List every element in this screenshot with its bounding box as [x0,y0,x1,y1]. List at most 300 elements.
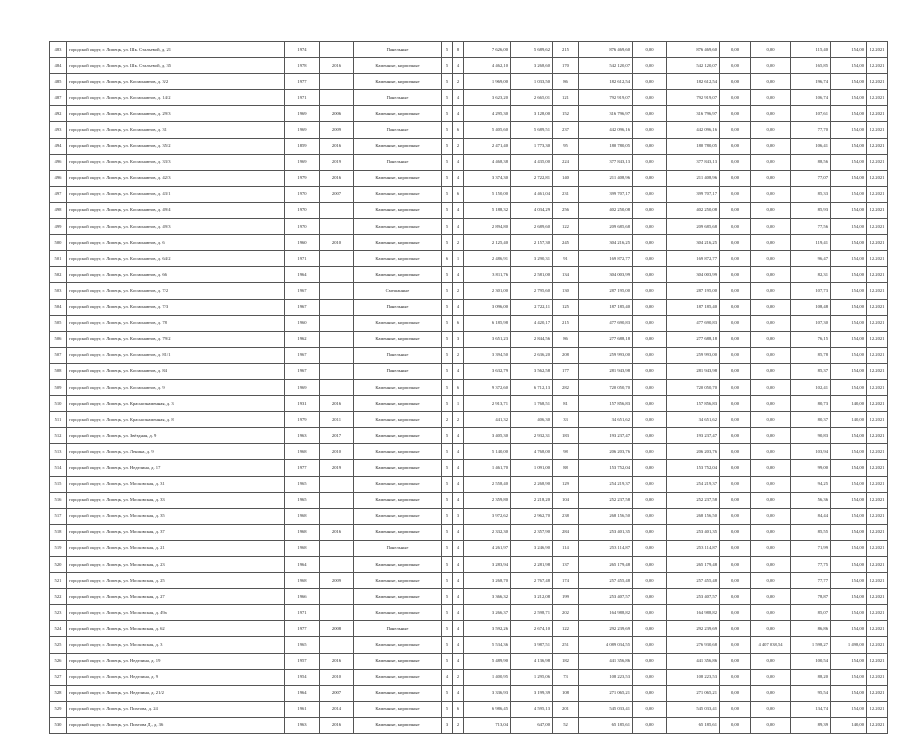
cell-owner-funds: 252 237,58 [667,492,720,508]
cell-owner-funds: 720 050,70 [667,379,720,395]
cell-total-area: 2 913,71 [464,396,511,412]
cell-cost-per-sqm: 77,77 [791,573,831,589]
cell-renovation-year [320,90,354,106]
cell-completion-date: 12.2021 [867,202,888,218]
cell-living-area: 406,30 [511,412,553,428]
register-rows [50,42,888,734]
cell-residents: 33 [553,412,579,428]
cell-address: городской округ, г. Липецк, ул. Космонавтов, д. 42/3 [67,170,285,186]
cell-total-area: 3 268,70 [464,573,511,589]
cell-limit-cost: 154,00 [831,170,867,186]
cell-total-area: 3 405,30 [464,428,511,444]
cell-fund-share-regional: 0,00 [633,283,667,299]
cell-build-year: 1974 [285,42,320,58]
cell-renovation-year [320,299,354,315]
table-row [50,251,888,267]
cell-fund-share-regional: 0,00 [633,508,667,524]
cell-fund-share-local: 0,00 [720,492,751,508]
cell-total-cost: 65 185,61 [579,717,633,733]
cell-completion-date: 12.2021 [867,701,888,717]
cell-floors: 5 [442,283,453,299]
cell-build-year: 1971 [285,251,320,267]
cell-limit-cost: 140,00 [831,717,867,733]
cell-completion-date: 12.2021 [867,444,888,460]
cell-renovation-year [320,637,354,653]
cell-floors: 5 [442,138,453,154]
cell-total-area: 3 592,26 [464,621,511,637]
cell-cost-per-sqm: 85,55 [791,524,831,540]
cell-fund-share-local: 0,00 [720,138,751,154]
cell-address: городской округ, г. Липецк, ул. Краснознаменная, д. 3 [67,396,285,412]
cell-renovation-year: 2019 [320,154,354,170]
cell-wall-material: Панельные [354,363,442,379]
cell-floors: 5 [442,58,453,74]
cell-entrances: 6 [453,379,464,395]
cell-owner-funds: 211 408,96 [667,170,720,186]
cell-wall-material: Каменные, кирпичные [354,669,442,685]
cell-wall-material: Каменные, кирпичные [354,524,442,540]
cell-entrances: 4 [453,476,464,492]
cell-fund-share-local: 0,00 [720,621,751,637]
cell-row-number: 484 [50,58,67,74]
cell-limit-cost: 154,00 [831,251,867,267]
cell-completion-date: 12.2021 [867,315,888,331]
cell-living-area: 2 665,01 [511,90,553,106]
cell-renovation-year [320,605,354,621]
cell-fund-share-local: 0,00 [720,379,751,395]
cell-total-area: 4 462,10 [464,58,511,74]
cell-wall-material: Каменные, кирпичные [354,428,442,444]
cell-completion-date: 12.2021 [867,557,888,573]
cell-cost-per-sqm: 77,07 [791,170,831,186]
cell-fund-share-local: 0,00 [720,331,751,347]
cell-wall-material: Каменные, кирпичные [354,138,442,154]
cell-residents: 125 [553,299,579,315]
cell-address: городской округ, г. Липецк, ул. Московская, д. 21 [67,540,285,556]
cell-wall-material: Панельные [354,154,442,170]
cell-wall-material: Панельные [354,90,442,106]
table-row [50,573,888,589]
cell-build-year: 1977 [285,460,320,476]
cell-wall-material: Каменные, кирпичные [354,460,442,476]
cell-wall-material: Каменные, кирпичные [354,331,442,347]
cell-other-funds: 0,00 [751,540,791,556]
cell-row-number: 487 [50,90,67,106]
cell-address: городской округ, г. Липецк, ул. Космонавтов, д. 78 [67,315,285,331]
cell-owner-funds: 108 223,53 [667,669,720,685]
cell-fund-share-local: 0,00 [720,460,751,476]
cell-other-funds: 0,00 [751,653,791,669]
cell-fund-share-regional: 0,00 [633,299,667,315]
cell-cost-per-sqm: 90,83 [791,428,831,444]
cell-wall-material: Панельные [354,347,442,363]
cell-living-area: 2 932,31 [511,428,553,444]
cell-fund-share-regional: 0,00 [633,331,667,347]
cell-residents: 284 [553,524,579,540]
cell-fund-share-regional: 0,00 [633,186,667,202]
cell-entrances: 2 [453,412,464,428]
cell-build-year: 1954 [285,669,320,685]
cell-fund-share-regional: 0,00 [633,540,667,556]
cell-completion-date: 12.2021 [867,396,888,412]
cell-build-year: 1977 [285,621,320,637]
cell-build-year: 1961 [285,701,320,717]
cell-living-area: 4 768,00 [511,444,553,460]
table-row [50,235,888,251]
cell-limit-cost: 154,00 [831,186,867,202]
cell-total-area: 2 301,00 [464,283,511,299]
cell-address: городской округ, г. Липецк, ул. Неделина, д. 17 [67,460,285,476]
cell-total-area: 713,04 [464,717,511,733]
cell-owner-funds: 304 003,99 [667,267,720,283]
cell-total-cost: 157 856,83 [579,396,633,412]
cell-total-cost: 209 685,68 [579,219,633,235]
cell-wall-material: Каменные, кирпичные [354,379,442,395]
cell-limit-cost: 140,00 [831,396,867,412]
cell-other-funds: 0,00 [751,605,791,621]
cell-fund-share-regional: 0,00 [633,701,667,717]
cell-floors: 5 [442,267,453,283]
cell-fund-share-local: 0,00 [720,669,751,685]
cell-other-funds: 0,00 [751,589,791,605]
cell-build-year: 1979 [285,412,320,428]
cell-floors: 5 [442,460,453,476]
cell-floors: 5 [442,42,453,58]
table-row [50,717,888,733]
cell-floors: 5 [442,299,453,315]
cell-fund-share-regional: 0,00 [633,267,667,283]
cell-completion-date: 12.2021 [867,492,888,508]
cell-living-area: 2 722,11 [511,299,553,315]
cell-entrances: 6 [453,701,464,717]
table-row [50,363,888,379]
cell-limit-cost: 154,00 [831,202,867,218]
cell-limit-cost: 154,00 [831,653,867,669]
cell-build-year: 1969 [285,379,320,395]
table-row [50,331,888,347]
table-row [50,106,888,122]
cell-row-number: 509 [50,379,67,395]
cell-total-area: 3 972,62 [464,508,511,524]
cell-floors: 5 [442,589,453,605]
cell-renovation-year [320,589,354,605]
cell-total-area: 3 632,79 [464,363,511,379]
cell-total-cost: 316 796,97 [579,106,633,122]
cell-limit-cost: 154,00 [831,235,867,251]
cell-wall-material: Каменные, кирпичные [354,444,442,460]
cell-entrances: 4 [453,589,464,605]
cell-owner-funds: 254 219,37 [667,476,720,492]
cell-other-funds: 0,00 [751,557,791,573]
cell-owner-funds: 253 401,35 [667,524,720,540]
cell-living-area: 1 091,00 [511,460,553,476]
cell-other-funds: 0,00 [751,412,791,428]
cell-completion-date: 12.2021 [867,331,888,347]
document-sheet [49,41,887,734]
cell-other-funds: 0,00 [751,444,791,460]
table-row [50,524,888,540]
cell-renovation-year [320,315,354,331]
cell-build-year: 1968 [285,573,320,589]
cell-total-cost: 271 065,21 [579,685,633,701]
cell-limit-cost: 154,00 [831,42,867,58]
cell-total-cost: 720 050,70 [579,379,633,395]
cell-address: городской округ, г. Липецк, ул. Московская, д. 31 [67,476,285,492]
cell-living-area: 4 435,00 [511,154,553,170]
cell-living-area: 3 268,60 [511,58,553,74]
cell-entrances: 2 [453,347,464,363]
cell-completion-date: 12.2021 [867,685,888,701]
cell-cost-per-sqm: 56,36 [791,492,831,508]
cell-row-number: 530 [50,717,67,733]
cell-wall-material: Каменные, кирпичные [354,589,442,605]
cell-other-funds: 0,00 [751,701,791,717]
cell-renovation-year: 2011 [320,412,354,428]
cell-address: городской округ, г. Липецк, ул. Космонавтов, д. 43/1 [67,186,285,202]
table-row [50,653,888,669]
cell-total-area: 2 125,40 [464,235,511,251]
cell-wall-material: Каменные, кирпичные [354,653,442,669]
cell-row-number: 510 [50,396,67,412]
table-row [50,396,888,412]
cell-total-cost: 876 469,60 [579,42,633,58]
cell-other-funds: 0,00 [751,492,791,508]
cell-limit-cost: 1 498,00 [831,637,867,653]
cell-living-area: 3 128,00 [511,106,553,122]
cell-fund-share-local: 0,00 [720,476,751,492]
cell-wall-material: Каменные, кирпичные [354,58,442,74]
cell-residents: 52 [553,717,579,733]
cell-address: городской округ, г. Липецк, ул. Шк. Стальевой, д. 35 [67,58,285,74]
cell-renovation-year: 2016 [320,170,354,186]
cell-fund-share-local: 0,00 [720,283,751,299]
cell-row-number: 513 [50,444,67,460]
cell-total-cost: 108 223,53 [579,669,633,685]
cell-row-number: 508 [50,363,67,379]
cell-fund-share-local: 0,00 [720,363,751,379]
table-row [50,637,888,653]
cell-row-number: 516 [50,492,67,508]
cell-entrances: 2 [453,74,464,90]
table-row [50,492,888,508]
cell-living-area: 2 674,10 [511,621,553,637]
cell-cost-per-sqm: 86,86 [791,621,831,637]
table-row [50,540,888,556]
cell-address: городской округ, г. Липецк, ул. Звёздная, д. 9 [67,428,285,444]
cell-other-funds: 0,00 [751,74,791,90]
cell-cost-per-sqm: 107,73 [791,283,831,299]
cell-completion-date: 12.2021 [867,138,888,154]
cell-build-year: 1971 [285,90,320,106]
cell-residents: 114 [553,540,579,556]
cell-floors: 5 [442,508,453,524]
cell-owner-funds: 276 930,68 [667,637,720,653]
cell-floors: 5 [442,605,453,621]
cell-living-area: 2 581,00 [511,267,553,283]
cell-row-number: 528 [50,685,67,701]
cell-floors: 5 [442,90,453,106]
cell-residents: 152 [553,106,579,122]
cell-wall-material: Каменные, кирпичные [354,605,442,621]
cell-living-area: 2 281,98 [511,557,553,573]
cell-build-year: 1962 [285,331,320,347]
cell-wall-material: Каменные, кирпичные [354,492,442,508]
cell-fund-share-local: 0,00 [720,557,751,573]
cell-fund-share-regional: 0,00 [633,717,667,733]
cell-limit-cost: 154,00 [831,138,867,154]
cell-entrances: 4 [453,154,464,170]
cell-total-cost: 164 988,82 [579,605,633,621]
cell-cost-per-sqm: 77,70 [791,122,831,138]
cell-other-funds: 0,00 [751,717,791,733]
cell-fund-share-local: 0,00 [720,90,751,106]
cell-completion-date: 12.2021 [867,106,888,122]
cell-owner-funds: 292 239,69 [667,621,720,637]
cell-fund-share-local: 0,00 [720,540,751,556]
cell-residents: 88 [553,460,579,476]
cell-cost-per-sqm: 107,30 [791,315,831,331]
cell-fund-share-local: 0,00 [720,235,751,251]
cell-renovation-year [320,379,354,395]
table-row [50,685,888,701]
cell-fund-share-local: 0,00 [720,589,751,605]
cell-residents: 86 [553,74,579,90]
cell-build-year: 1967 [285,283,320,299]
cell-total-area: 3 336,93 [464,685,511,701]
cell-total-cost: 211 408,96 [579,170,633,186]
cell-floors: 5 [442,106,453,122]
cell-other-funds: 4 407 038,54 [751,637,791,653]
cell-completion-date: 12.2021 [867,74,888,90]
cell-row-number: 497 [50,186,67,202]
cell-living-area: 1 773,30 [511,138,553,154]
cell-owner-funds: 287 195,00 [667,283,720,299]
cell-fund-share-local: 0,00 [720,186,751,202]
cell-cost-per-sqm: 100,54 [791,653,831,669]
cell-living-area: 2 636,20 [511,347,553,363]
cell-owner-funds: 477 690,83 [667,315,720,331]
cell-fund-share-regional: 0,00 [633,573,667,589]
cell-floors: 5 [442,363,453,379]
cell-build-year: 1970 [285,219,320,235]
cell-living-area: 2 844,56 [511,331,553,347]
cell-wall-material: Панельные [354,42,442,58]
cell-build-year: 1978 [285,58,320,74]
cell-limit-cost: 154,00 [831,379,867,395]
cell-address: городской округ, г. Липецк, ул. Космонавтов, д. 7/3 [67,299,285,315]
cell-completion-date: 12.2021 [867,460,888,476]
cell-total-cost: 253 114,87 [579,540,633,556]
cell-limit-cost: 154,00 [831,540,867,556]
cell-residents: 282 [553,379,579,395]
cell-build-year: 1967 [285,347,320,363]
cell-completion-date: 12.2021 [867,428,888,444]
cell-limit-cost: 154,00 [831,685,867,701]
cell-living-area: 1 768,51 [511,396,553,412]
cell-build-year: 1979 [285,170,320,186]
cell-fund-share-regional: 0,00 [633,412,667,428]
cell-owner-funds: 545 033,41 [667,701,720,717]
cell-limit-cost: 154,00 [831,605,867,621]
cell-fund-share-regional: 0,00 [633,637,667,653]
cell-row-number: 526 [50,653,67,669]
cell-limit-cost: 154,00 [831,74,867,90]
cell-total-area: 6 185,98 [464,315,511,331]
cell-cost-per-sqm: 115,40 [791,42,831,58]
cell-total-cost: 442 096,16 [579,122,633,138]
cell-wall-material: Каменные, кирпичные [354,701,442,717]
cell-address: городской округ, г. Липецк, ул. Космонавтов, д. 29/3 [67,106,285,122]
cell-total-area: 2 486,91 [464,251,511,267]
cell-floors: 3 [442,717,453,733]
cell-completion-date: 12.2021 [867,540,888,556]
cell-fund-share-local: 0,00 [720,524,751,540]
cell-build-year: 1965 [285,492,320,508]
cell-build-year: 1960 [285,235,320,251]
cell-fund-share-local: 0,00 [720,701,751,717]
cell-entrances: 2 [453,235,464,251]
cell-address: городской округ, г. Липецк, ул. Пихтова, д. 24 [67,701,285,717]
cell-renovation-year [320,492,354,508]
table-row [50,444,888,460]
cell-other-funds: 0,00 [751,267,791,283]
cell-fund-share-local: 0,00 [720,219,751,235]
cell-living-area: 4 136,98 [511,653,553,669]
cell-owner-funds: 187 185,40 [667,299,720,315]
cell-entrances: 4 [453,605,464,621]
cell-renovation-year [320,508,354,524]
cell-completion-date: 12.2021 [867,669,888,685]
cell-completion-date: 12.2021 [867,90,888,106]
cell-completion-date: 12.2021 [867,637,888,653]
cell-fund-share-regional: 0,00 [633,363,667,379]
cell-floors: 5 [442,637,453,653]
cell-residents: 224 [553,154,579,170]
cell-completion-date: 12.2021 [867,347,888,363]
cell-total-area: 4 295,30 [464,106,511,122]
cell-wall-material: Каменные, кирпичные [354,267,442,283]
cell-build-year: 1967 [285,299,320,315]
cell-residents: 183 [553,428,579,444]
cell-fund-share-regional: 0,00 [633,202,667,218]
cell-total-area: 5 405,60 [464,122,511,138]
cell-limit-cost: 154,00 [831,58,867,74]
cell-row-number: 507 [50,347,67,363]
cell-residents: 98 [553,444,579,460]
cell-build-year: 1859 [285,138,320,154]
cell-row-number: 518 [50,524,67,540]
table-row [50,122,888,138]
cell-limit-cost: 154,00 [831,122,867,138]
cell-row-number: 523 [50,605,67,621]
cell-wall-material: Панельные [354,299,442,315]
cell-cost-per-sqm: 71,99 [791,540,831,556]
cell-living-area: 2 268,90 [511,476,553,492]
cell-fund-share-regional: 0,00 [633,235,667,251]
cell-cost-per-sqm: 106,41 [791,138,831,154]
cell-fund-share-regional: 0,00 [633,428,667,444]
cell-living-area: 2 722,81 [511,170,553,186]
cell-address: городской округ, г. Липецк, ул. Краснознаменная, д. 8 [67,412,285,428]
cell-entrances: 1 [453,251,464,267]
cell-total-cost: 399 707,17 [579,186,633,202]
table-row [50,267,888,283]
cell-total-area: 3 096,00 [464,299,511,315]
cell-floors: 5 [442,396,453,412]
cell-fund-share-regional: 0,00 [633,557,667,573]
table-row [50,347,888,363]
cell-fund-share-regional: 0,00 [633,492,667,508]
